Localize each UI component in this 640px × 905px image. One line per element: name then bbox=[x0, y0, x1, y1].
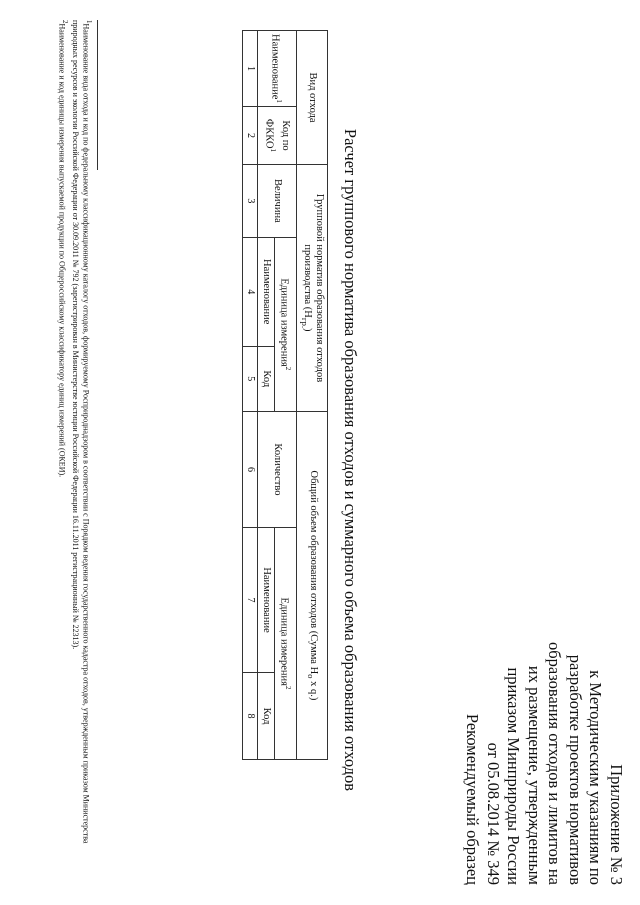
header-group-norm-text: Групповой норматив образования отходов производства (Н bbox=[302, 193, 325, 383]
header-waste-type: Вид отхода bbox=[296, 31, 327, 165]
footnote-1-text: Наименование вида отхода и код по федеральному классификационному каталогу отходов, формируемому Росприроднадзором в соответствии с Порядком ведения государственного кадастра отходов, утвержденным приказом Министерства природных ресурсов и экологии Российской Федерации от 30.09.2011 № 792 (зарегистрирован в Министерстве юстиции Российской Федерации 16.11.2011 регистрационный № 22313). bbox=[71, 20, 91, 844]
header-fkko-code bbox=[258, 106, 297, 164]
header-unit2-code: Код bbox=[258, 673, 275, 760]
appendix-line: Приложение № 3 bbox=[607, 764, 626, 885]
header-group-norm-end: ) bbox=[302, 328, 313, 332]
footnote-marker-2: 2 bbox=[61, 20, 70, 24]
header-total-volume bbox=[296, 411, 327, 759]
appendix-line: разработке проектов нормативов bbox=[566, 654, 585, 885]
header-unit-text: Единица измерения bbox=[278, 278, 290, 367]
appendix-line: образования отходов и лимитов на bbox=[545, 642, 565, 885]
column-number: 4 bbox=[243, 237, 258, 346]
appendix-line: от 05.08.2014 № 349 bbox=[484, 742, 503, 885]
footnote-ref-2: 2 bbox=[283, 366, 292, 371]
appendix-line: Рекомендуемый образец bbox=[463, 713, 483, 885]
header-group-norm-sub: гр. bbox=[299, 317, 310, 329]
header-total-volume-text: Общий объем образования отходов (Сумма Н bbox=[308, 470, 319, 675]
column-numbers-row bbox=[243, 31, 258, 760]
document-title: Расчет группового норматива образования отходов и суммарного объема образования отходов bbox=[341, 128, 360, 792]
appendix-line: их размещение, утвержденным bbox=[525, 665, 544, 885]
header-name bbox=[258, 31, 297, 107]
column-number: 5 bbox=[243, 346, 258, 411]
footnote-ref-1: 1 bbox=[269, 148, 278, 153]
header-total-volume-end: x q.) bbox=[308, 678, 319, 701]
column-number: 1 bbox=[243, 31, 258, 107]
header-unit2-name: Наименование bbox=[258, 527, 275, 672]
column-number: 3 bbox=[243, 165, 258, 238]
header-total-volume-sub: о bbox=[305, 674, 316, 679]
header-group-norm bbox=[296, 165, 327, 412]
column-number: 8 bbox=[243, 673, 258, 760]
header-unit bbox=[275, 237, 297, 411]
header-unit2-text: Единица измерения bbox=[278, 597, 290, 686]
footnote-ref-1: 1 bbox=[275, 99, 284, 103]
header-unit-code: Код bbox=[258, 346, 275, 411]
appendix-line: к Методическим указаниям по bbox=[586, 670, 606, 885]
column-number: 7 bbox=[243, 527, 258, 672]
footnote-1 bbox=[70, 20, 94, 880]
header-quantity: Количество bbox=[258, 411, 297, 527]
header-name-text: Наименование bbox=[269, 34, 281, 100]
footnote-2 bbox=[57, 20, 71, 880]
header-unit-name: Наименование bbox=[258, 237, 275, 346]
header-value: Величина bbox=[258, 165, 297, 238]
footnote-2-text: Наименование и код единицы измерения выпускаемой продукции по Общероссийскому классификатору единиц измерений (ОКЕИ). bbox=[57, 23, 67, 478]
column-number: 6 bbox=[243, 411, 258, 527]
footnote-ref-2: 2 bbox=[283, 685, 292, 690]
appendix-header bbox=[462, 445, 626, 885]
column-number: 2 bbox=[243, 106, 258, 164]
footnote-divider bbox=[97, 20, 98, 170]
appendix-line: приказом Минприроды России bbox=[504, 667, 524, 885]
calculation-table bbox=[242, 30, 328, 760]
header-fkko-text: Код по ФККО bbox=[263, 118, 292, 151]
footnote-marker-1: 1 bbox=[85, 20, 93, 24]
header-unit2 bbox=[275, 527, 297, 759]
footnotes bbox=[57, 20, 98, 880]
